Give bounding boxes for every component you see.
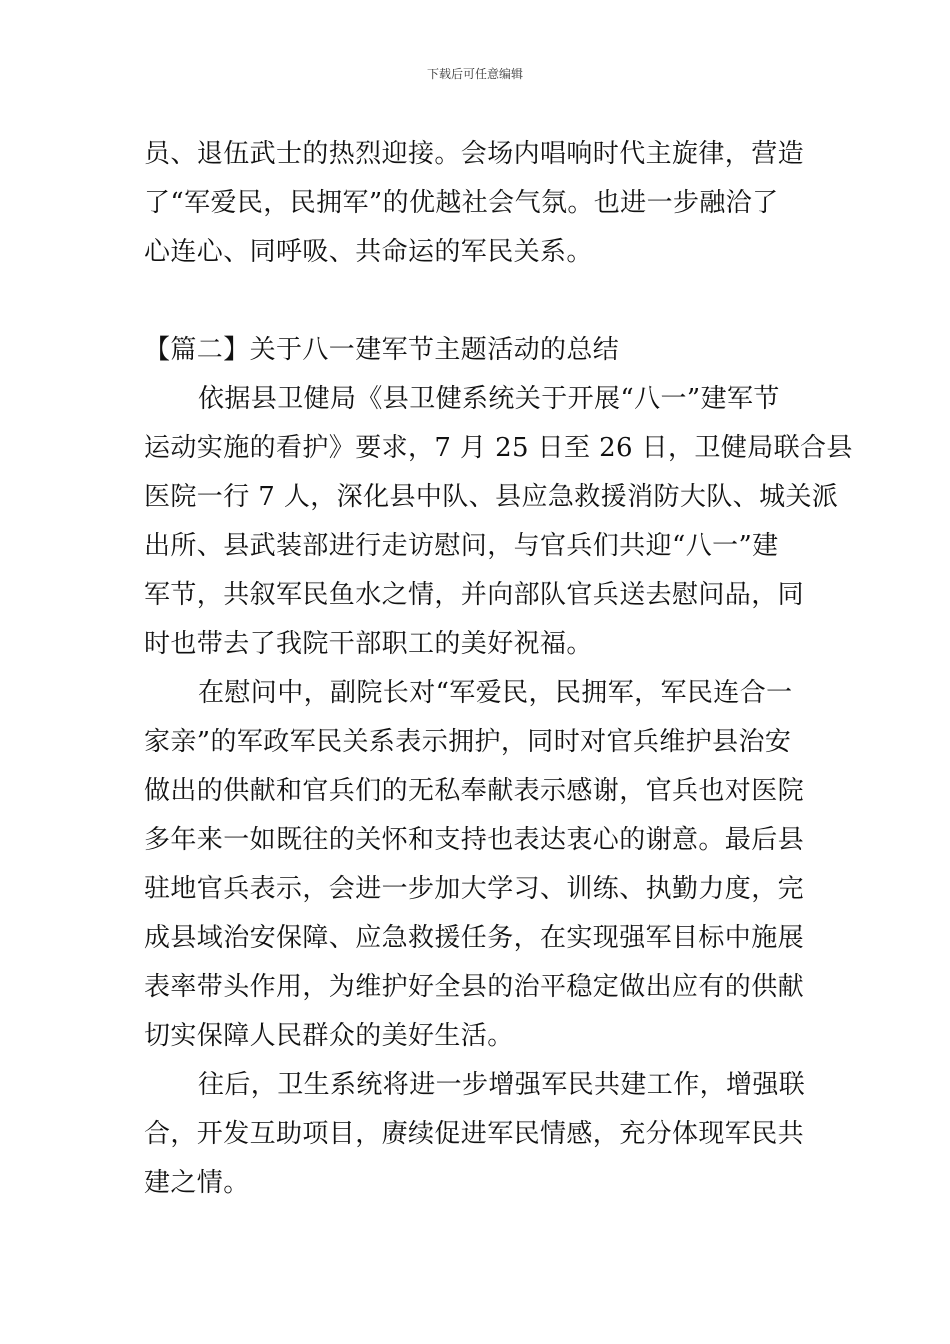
text-line: 医院一行 7 人，深化县中队、县应急救援消防大队、城关派 [144,482,839,512]
text-line: 合，开发互助项目，赓续促进军民情感，充分体现军民共 [144,1119,805,1149]
text-line: 依据县卫健局《县卫健系统关于开展“八一”建军节 [198,384,780,414]
document-body [144,130,853,1208]
page-header: 下载后可任意编辑 [426,67,523,81]
text-line: 心连心、同呼吸、共命运的军民关系。 [144,237,593,267]
text-line: 往后，卫生系统将进一步增强军民共建工作，增强联 [198,1070,806,1100]
text-line: 运动实施的看护》要求，7 月 25 日至 26 日，卫健局联合县 [144,433,853,463]
text-line: 成县域治安保障、应急救援任务，在实现强军目标中施展 [144,923,805,953]
paragraph-2 [144,375,853,669]
paragraph-spacer [144,277,814,326]
text-line: 切实保障人民群众的美好生活。 [144,1021,514,1051]
text-line: 出所、县武装部进行走访慰问，与官兵们共迎“八一”建 [144,531,779,561]
text-line: 家亲”的军政军民关系表示拥护，同时对官兵维护县治安 [144,727,792,757]
text-line: 驻地官兵表示，会进一步加大学习、训练、执勤力度，完 [144,874,805,904]
text-line: 了“军爱民，民拥军”的优越社会气氛。也进一步融洽了 [144,188,779,218]
text-line: 多年来一如既往的关怀和支持也表达衷心的谢意。最后县 [144,825,805,855]
text-line: 军节，共叙军民鱼水之情，并向部队官兵送去慰问品，同 [144,580,805,610]
text-line: 做出的供献和官兵们的无私奉献表示感谢，官兵也对医院 [144,776,805,806]
text-line: 时也带去了我院干部职工的美好祝福。 [144,629,593,659]
text-line: 员、退伍武士的热烈迎接。会场内唱响时代主旋律，营造 [144,139,805,169]
section-title: 【篇二】关于八一建军节主题活动的总结 [144,335,620,365]
text-line: 表率带头作用，为维护好全县的治平稳定做出应有的供献 [144,972,805,1002]
text-line: 建之情。 [144,1168,250,1198]
paragraph-4 [144,1061,814,1208]
paragraph-3 [144,669,814,1061]
text-line: 在慰问中，副院长对“军爱民，民拥军，军民连合一 [198,678,793,708]
paragraph-1 [144,130,814,277]
